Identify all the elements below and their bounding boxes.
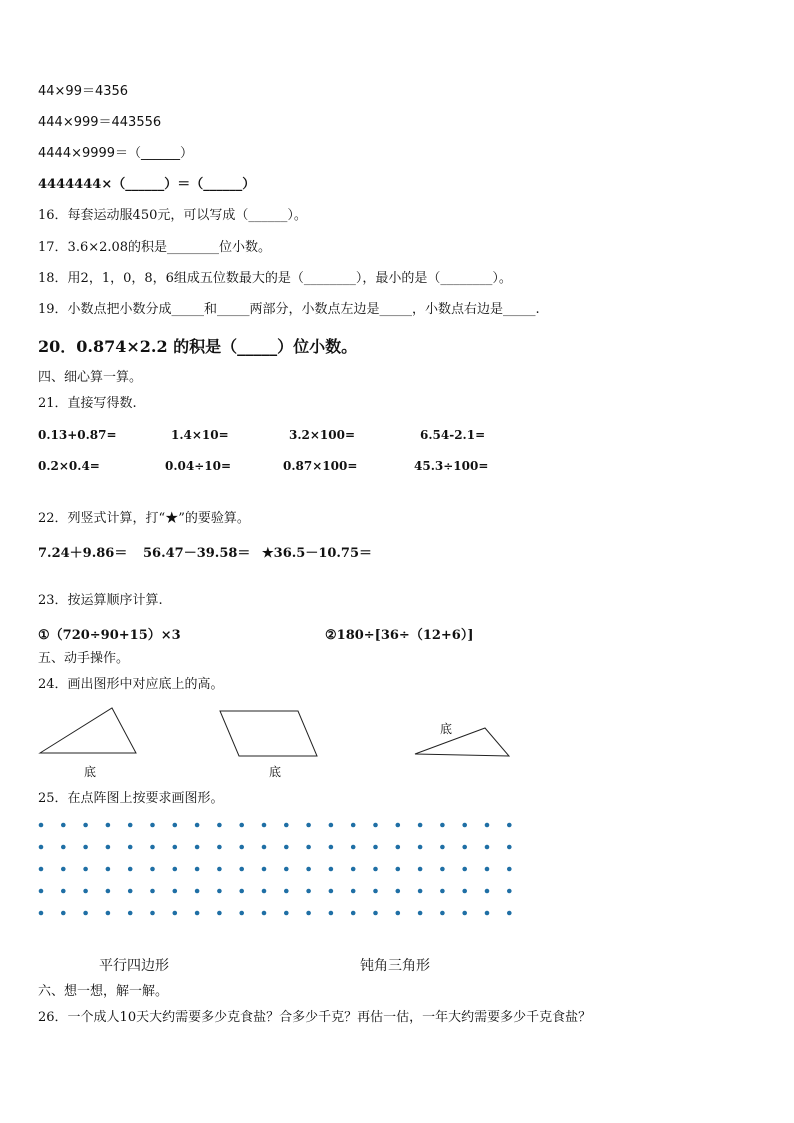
grid-dot <box>485 823 490 828</box>
grid-dot <box>262 911 267 916</box>
question-17: 17．3.6×2.08的积是________位小数。 <box>38 240 272 255</box>
question-19: 19．小数点把小数分成_____和_____两部分，小数点左边是_____，小数点右边是_____. <box>38 302 540 317</box>
grid-dot <box>284 911 289 916</box>
grid-dot <box>485 845 490 850</box>
vertical-calc-item: 7.24＋9.86＝ <box>38 546 128 561</box>
grid-dot <box>173 823 178 828</box>
grid-dot <box>351 889 356 894</box>
grid-dot <box>396 845 401 850</box>
grid-dot <box>418 889 423 894</box>
grid-dot <box>418 867 423 872</box>
grid-dot <box>284 845 289 850</box>
question-26: 26．一个成人10天大约需要多少克食盐？合多少千克？再估一估，一年大约需要多少千克食盐？ <box>38 1010 592 1025</box>
grid-dot <box>462 867 467 872</box>
grid-dot <box>462 823 467 828</box>
base-label: 底 <box>84 765 97 779</box>
grid-dot <box>418 845 423 850</box>
grid-dot <box>329 867 334 872</box>
question-25-title: 25．在点阵图上按要求画图形。 <box>38 791 224 806</box>
grid-dot <box>284 867 289 872</box>
grid-dot <box>440 823 445 828</box>
grid-dot <box>485 867 490 872</box>
grid-dot <box>440 845 445 850</box>
grid-dot <box>507 889 512 894</box>
grid-dot <box>440 867 445 872</box>
calc-cell: 0.2×0.4= <box>38 459 100 473</box>
pattern-line-1: 44×99＝4356 <box>38 84 129 99</box>
grid-dot <box>373 889 378 894</box>
grid-dot <box>195 845 200 850</box>
grid-dot <box>195 911 200 916</box>
grid-dot <box>39 867 44 872</box>
question-20: 20．0.874×2.2 的积是（_____）位小数。 <box>38 337 358 356</box>
grid-dot <box>329 889 334 894</box>
grid-dot <box>329 911 334 916</box>
grid-dot <box>128 867 133 872</box>
grid-dot <box>217 867 222 872</box>
order-calc-item: ②180÷[36÷（12+6）] <box>325 628 474 643</box>
grid-dot <box>173 911 178 916</box>
base-label: 底 <box>269 765 282 779</box>
grid-dot <box>61 823 66 828</box>
grid-dot <box>106 845 111 850</box>
grid-dot <box>396 889 401 894</box>
grid-dot <box>351 867 356 872</box>
grid-dot <box>150 889 155 894</box>
grid-dot <box>329 845 334 850</box>
question-24-title: 24．画出图形中对应底上的高。 <box>38 677 224 692</box>
question-22-title: 22．列竖式计算，打“★”的要验算。 <box>38 511 250 526</box>
grid-dot <box>217 845 222 850</box>
grid-dot <box>173 845 178 850</box>
grid-dot <box>373 845 378 850</box>
grid-dot <box>83 889 88 894</box>
grid-dot <box>373 911 378 916</box>
grid-dot <box>106 823 111 828</box>
grid-dot <box>239 911 244 916</box>
grid-dot <box>83 845 88 850</box>
section-4-heading: 四、细心算一算。 <box>38 370 143 385</box>
grid-dot <box>195 867 200 872</box>
parallelogram-label: 平行四边形 <box>99 958 169 974</box>
pattern-line-2: 444×999＝443556 <box>38 115 162 130</box>
base-label: 底 <box>440 722 453 736</box>
pattern-line-3: 4444×9999＝（______） <box>38 146 194 161</box>
grid-dot <box>306 889 311 894</box>
grid-dot <box>351 911 356 916</box>
grid-dot <box>262 823 267 828</box>
question-23-title: 23．按运算顺序计算. <box>38 593 163 608</box>
grid-dot <box>462 845 467 850</box>
grid-dot <box>239 867 244 872</box>
grid-dot <box>39 823 44 828</box>
grid-dot <box>128 845 133 850</box>
grid-dot <box>485 911 490 916</box>
grid-dot <box>128 911 133 916</box>
vertical-calc-item: 56.47－39.58＝ <box>143 546 251 561</box>
grid-dot <box>239 845 244 850</box>
grid-dot <box>61 845 66 850</box>
grid-dot <box>83 867 88 872</box>
grid-dot <box>106 889 111 894</box>
grid-dot <box>440 889 445 894</box>
calc-cell: 45.3÷100= <box>414 459 489 473</box>
grid-dot <box>39 845 44 850</box>
grid-dot <box>83 823 88 828</box>
calc-cell: 0.87×100= <box>283 459 358 473</box>
grid-dot <box>284 823 289 828</box>
grid-dot <box>396 867 401 872</box>
grid-dot <box>150 911 155 916</box>
calc-cell: 3.2×100= <box>289 428 356 442</box>
grid-dot <box>217 823 222 828</box>
calc-cell: 0.04÷10= <box>165 459 232 473</box>
grid-dot <box>440 911 445 916</box>
grid-dot <box>306 867 311 872</box>
grid-dot <box>507 911 512 916</box>
grid-dot <box>195 889 200 894</box>
grid-dot <box>396 911 401 916</box>
vertical-calc-item: ★36.5－10.75＝ <box>262 546 373 561</box>
question-16: 16．每套运动服450元，可以写成（______）。 <box>38 208 307 223</box>
grid-dot <box>262 889 267 894</box>
grid-dot <box>39 911 44 916</box>
grid-dot <box>128 889 133 894</box>
section-5-heading: 五、动手操作。 <box>38 651 130 666</box>
grid-dot <box>306 911 311 916</box>
grid-dot <box>462 911 467 916</box>
grid-dot <box>61 911 66 916</box>
grid-dot <box>373 867 378 872</box>
grid-dot <box>507 867 512 872</box>
grid-dot <box>262 867 267 872</box>
grid-dot <box>61 867 66 872</box>
calc-cell: 1.4×10= <box>171 428 229 442</box>
grid-dot <box>306 845 311 850</box>
grid-dot <box>351 845 356 850</box>
grid-dot <box>507 823 512 828</box>
calc-cell: 0.13+0.87= <box>38 428 117 442</box>
grid-dot <box>329 823 334 828</box>
grid-dot <box>396 823 401 828</box>
grid-dot <box>418 911 423 916</box>
grid-dot <box>195 823 200 828</box>
grid-dot <box>239 823 244 828</box>
grid-dot <box>83 911 88 916</box>
grid-dot <box>351 823 356 828</box>
grid-dot <box>39 889 44 894</box>
grid-dot <box>306 823 311 828</box>
grid-dot <box>462 889 467 894</box>
grid-dot <box>418 823 423 828</box>
pattern-line-4: 4444444×（______）＝（______） <box>38 177 256 192</box>
grid-dot <box>173 889 178 894</box>
grid-dot <box>284 889 289 894</box>
order-calc-item: ①（720÷90+15）×3 <box>38 628 181 643</box>
grid-dot <box>150 867 155 872</box>
grid-dot <box>217 889 222 894</box>
grid-dot <box>128 823 133 828</box>
grid-dot <box>61 889 66 894</box>
grid-dot <box>262 845 267 850</box>
grid-dot <box>485 889 490 894</box>
grid-dot <box>150 845 155 850</box>
grid-dot <box>150 823 155 828</box>
obtuse-triangle-label: 钝角三角形 <box>360 958 430 974</box>
grid-dot <box>106 867 111 872</box>
section-6-heading: 六、想一想，解一解。 <box>38 984 169 999</box>
grid-dot <box>173 867 178 872</box>
calc-cell: 6.54-2.1= <box>420 428 486 442</box>
grid-dot <box>373 823 378 828</box>
question-21-title: 21．直接写得数. <box>38 396 137 411</box>
grid-dot <box>507 845 512 850</box>
question-18: 18．用2，1，0，8，6组成五位数最大的是（________），最小的是（________）。 <box>38 271 512 286</box>
grid-dot <box>217 911 222 916</box>
grid-dot <box>106 911 111 916</box>
grid-dot <box>239 889 244 894</box>
